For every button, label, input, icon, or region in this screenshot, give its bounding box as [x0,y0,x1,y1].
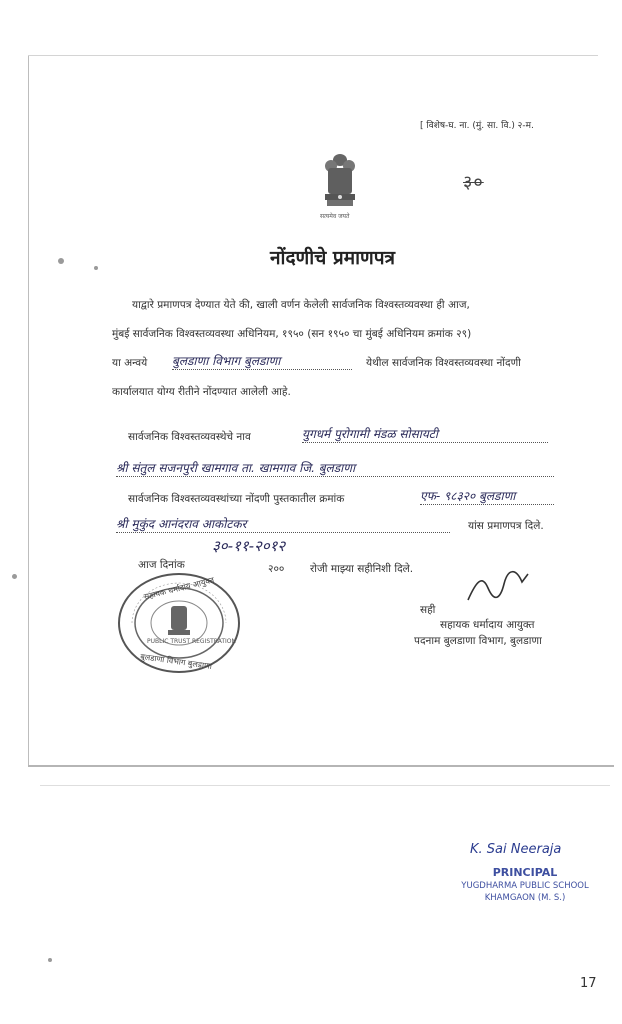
trustee-name-handwritten: श्री मुकुंद आनंदराव आकोटकर [116,515,450,533]
signed-text: रोजी माझ्या सहीनिशी दिले. [310,563,414,575]
school-name: YUGDHARMA PUBLIC SCHOOL [461,881,589,891]
date-label: आज दिनांक [138,559,185,571]
paper-left-edge [28,55,29,765]
seal-inner-text: PUBLIC TRUST REGISTRATION [147,638,237,645]
seal-bottom-text: बुलडाणा विभाग बुलडाणा [139,652,213,671]
paragraph-line-3-suffix: येथील सार्वजनिक विश्वस्तव्यवस्था नोंदणी [366,357,521,369]
date-handwritten: ३०-११-२०१२ [212,537,286,555]
scan-speck [94,266,98,270]
trust-name-handwritten: युगधर्म पुरोगामी मंडळ सोसायटी [302,425,548,443]
emblem-motto: सत्यमेव जयते [320,213,350,220]
national-emblem-icon [318,146,362,222]
paragraph-line-1: याद्वारे प्रमाणपत्र देण्यात येते की, खाली वर्णन केलेली सार्वजनिक विश्वस्तव्यवस्था ही आज, [132,299,470,311]
paragraph-line-3-prefix: या अन्वये [112,357,148,369]
division-handwritten: बुलडाणा विभाग बुलडाणा [172,352,352,370]
trust-name-label: सार्वजनिक विश्वस्तव्यवस्थेचे नाव [128,431,251,443]
registration-number-handwritten: एफ- ९८३२० बुलडाणा [420,487,554,505]
officer-designation: पदनाम बुलडाणा विभाग, बुलडाणा [414,635,542,647]
year-prefix: २०० [268,563,285,575]
paper-fold-line-secondary [40,785,610,786]
sheet-number: 17 [580,976,597,991]
scan-speck [12,574,17,579]
signature-label: सही [420,604,436,616]
form-reference: [ विशेष-घ. ना. (मुं. सा. वि.) २-म. [420,121,534,131]
principal-title: PRINCIPAL [492,866,558,879]
paper-top-edge [28,55,598,56]
school-location: KHAMGAON (M. S.) [484,893,566,903]
paragraph-line-4: कार्यालयात योग्य रीतीने नोंदण्यात आलेली आहे. [112,386,291,398]
officer-title: सहायक धर्मादाय आयुक्त [440,619,535,631]
officer-signature-icon [462,560,532,610]
registration-label: सार्वजनिक विश्वस्तव्यवस्थांच्या नोंदणी पुस्तकातील क्रमांक [128,493,345,505]
scan-speck [58,258,64,264]
trust-address-handwritten: श्री संतुल सजनपुरी खामगाव ता. खामगाव जि. बुलडाणा [116,459,554,477]
certificate-title: नोंदणीचे प्रमाणपत्र [270,247,396,269]
paper-fold-line [28,765,614,767]
paragraph-line-2: मुंबई सार्वजनिक विश्वस्तव्यवस्था अधिनियम, १९५० (सन १९५० चा मुंबई अधिनियम क्रमांक २९) [112,328,472,340]
principal-signature: K. Sai Neeraja [470,842,562,857]
page-number: ३० [463,172,484,193]
scan-speck [48,958,52,962]
certificate-issued-text: यांस प्रमाणपत्र दिले. [468,520,544,532]
seal-outer-text: सहायक धर्मादाय आयुक्त [142,575,216,602]
